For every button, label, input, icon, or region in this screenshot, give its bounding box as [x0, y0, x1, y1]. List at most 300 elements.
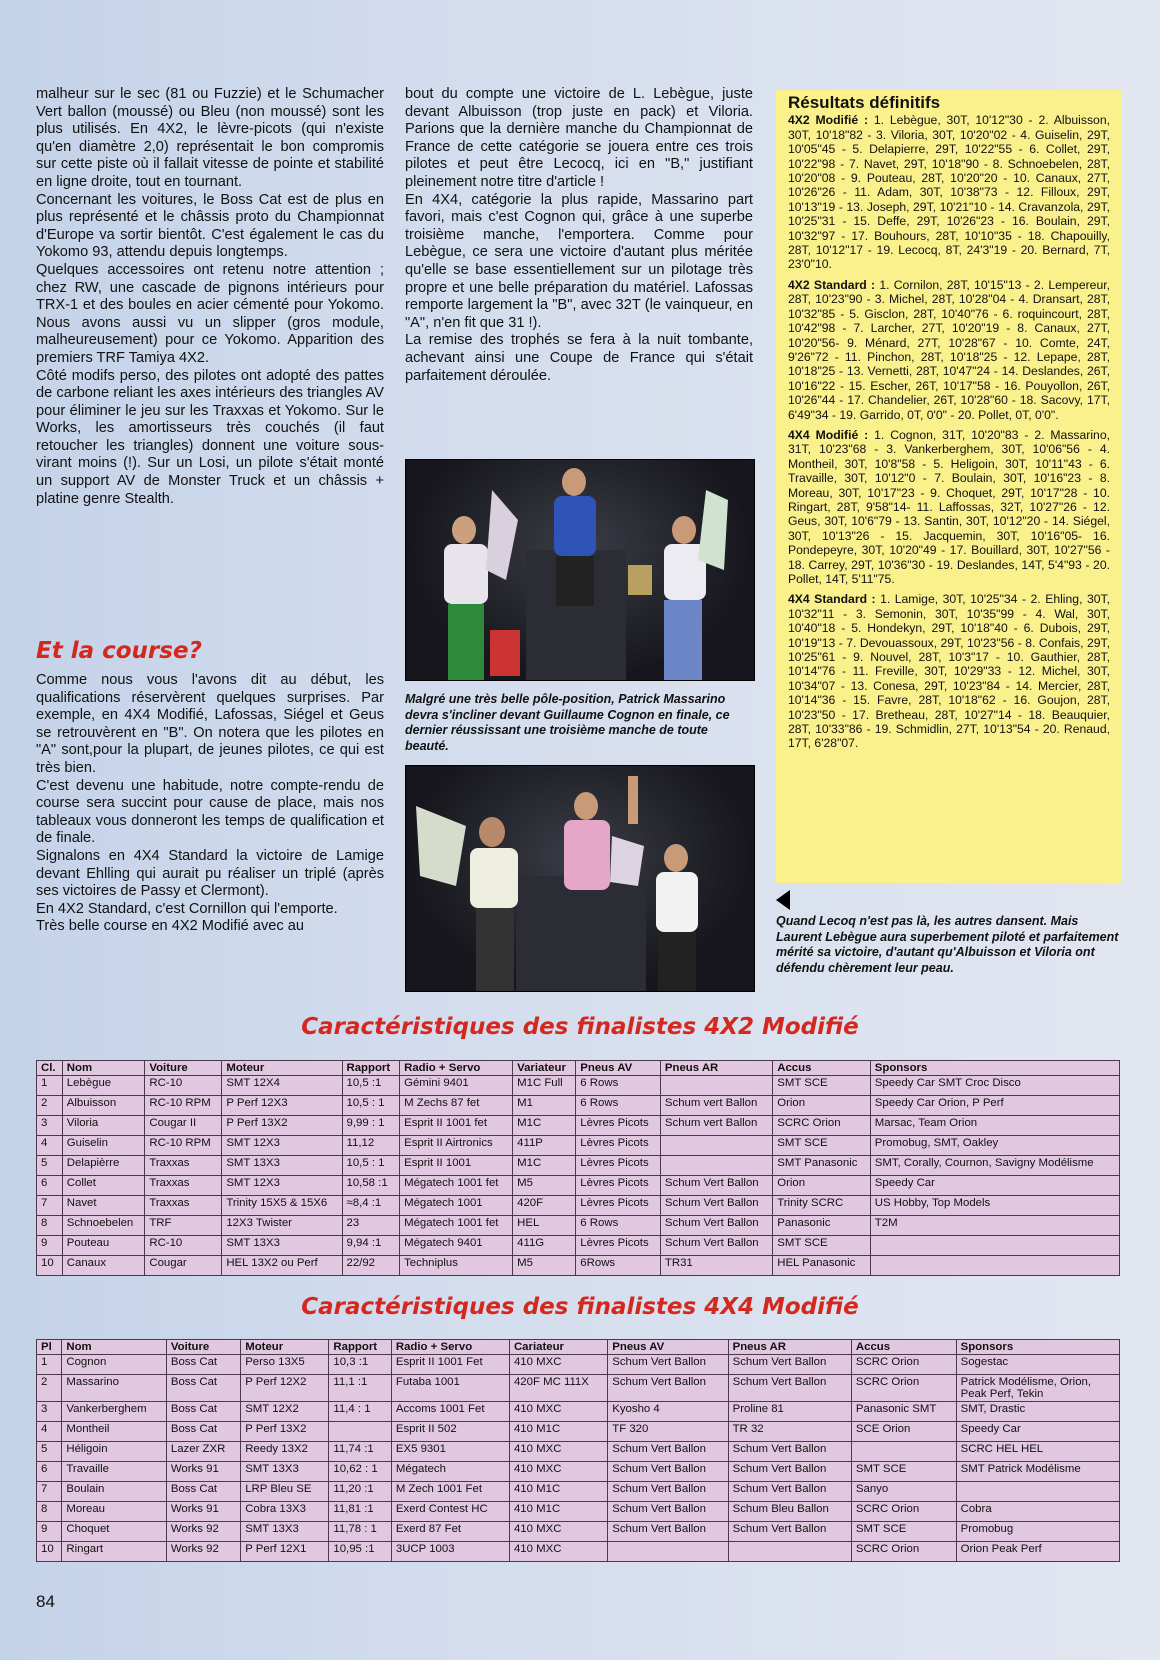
table-cell: 5 — [37, 1156, 63, 1176]
table-cell: Schum Vert Ballon — [728, 1522, 851, 1542]
paragraph: La remise des trophés se fera à la nuit tombante, achevant ainsi une Coupe de France qui s'était parfaitement déroulée. — [405, 332, 753, 384]
table-cell: Massarino — [62, 1375, 167, 1402]
table-cell: Boss Cat — [166, 1375, 240, 1402]
table-cell: 7 — [37, 1482, 62, 1502]
table-cell: SMT SCE — [851, 1522, 956, 1542]
table-cell: Mégatech 9401 — [400, 1236, 513, 1256]
table-cell: Mégatech — [391, 1462, 509, 1482]
table-cell: HEL — [513, 1216, 576, 1236]
table-cell: Cobra 13X3 — [241, 1502, 329, 1522]
table-cell: 6Rows — [576, 1256, 661, 1276]
table-row — [37, 1402, 1120, 1422]
table-cell: SMT 13X3 — [222, 1156, 342, 1176]
table-cell: Schnoebelen — [62, 1216, 145, 1236]
table-cell: Kyosho 4 — [608, 1402, 728, 1422]
results-section — [788, 278, 1110, 422]
table-cell: T2M — [870, 1216, 1119, 1236]
table-cell: Navet — [62, 1196, 145, 1216]
table-cell: 11,1 :1 — [329, 1375, 391, 1402]
table-cell: Traxxas — [145, 1176, 222, 1196]
table-cell — [728, 1542, 851, 1562]
column-header: Accus — [773, 1061, 871, 1076]
table-cell: SMT 13X3 — [241, 1522, 329, 1542]
table-cell: Promobug — [956, 1522, 1119, 1542]
table-cell: Lèvres Picots — [576, 1156, 661, 1176]
table-cell: SMT, Drastic — [956, 1402, 1119, 1422]
table-row — [37, 1096, 1120, 1116]
table-cell: 5 — [37, 1442, 62, 1462]
table-cell: SMT SCE — [851, 1462, 956, 1482]
column-header: Sponsors — [956, 1340, 1119, 1355]
table-cell: Cobra — [956, 1502, 1119, 1522]
table-cell: SCRC Orion — [851, 1542, 956, 1562]
results-category: 4X4 Modifié : — [788, 427, 869, 442]
table-cell: Proline 81 — [728, 1402, 851, 1422]
paragraph: Côté modifs perso, des pilotes ont adopté des pattes de carbone reliant les axes intérieurs des triangles AV pour éliminer le jeu sur les Traxxas et Yokomo. Sur le Works, les amortisseurs très couchés (il faut retoucher les triangles) donnent une voiture sous-virant moins (!). Sur un Losi, un pilote s'était monté un support AV de Monster Truck et un châssis + platine genre Stealth. — [36, 367, 384, 507]
table-cell: Panasonic — [773, 1216, 871, 1236]
table-cell: Cougar II — [145, 1116, 222, 1136]
table-cell: 10,95 :1 — [329, 1542, 391, 1562]
table-cell: 11,20 :1 — [329, 1482, 391, 1502]
table-cell: Albuisson — [62, 1096, 145, 1116]
table-cell: SMT Patrick Modélisme — [956, 1462, 1119, 1482]
table-cell: Schum Vert Ballon — [660, 1236, 772, 1256]
table-cell: P Perf 13X2 — [241, 1422, 329, 1442]
column-header: Pneus AR — [728, 1340, 851, 1355]
table-cell: Schum Vert Ballon — [608, 1502, 728, 1522]
table-cell: Lèvres Picots — [576, 1176, 661, 1196]
results-section — [788, 113, 1110, 271]
table-cell: Gémini 9401 — [400, 1076, 513, 1096]
table-cell: Esprit II 1001 Fet — [391, 1355, 509, 1375]
table-row — [37, 1522, 1120, 1542]
table-cell: Boss Cat — [166, 1422, 240, 1442]
table-cell: 2 — [37, 1375, 62, 1402]
paragraph: C'est devenu une habitude, notre compte-rendu de course sera succint pour cause de place, mais nos tableaux vous donneront les temps de qualification et de finale. — [36, 777, 384, 847]
table-cell: M5 — [513, 1176, 576, 1196]
table-cell: Moreau — [62, 1502, 167, 1522]
table-cell: 410 MXC — [509, 1402, 607, 1422]
table-cell: 10 — [37, 1542, 62, 1562]
table-cell: Héligoin — [62, 1442, 167, 1462]
column-header: Accus — [851, 1340, 956, 1355]
table-cell: 11,4 : 1 — [329, 1402, 391, 1422]
column-header: Cl. — [37, 1061, 63, 1076]
table-cell — [329, 1422, 391, 1442]
results-category: 4X2 Modifié : — [788, 113, 869, 128]
table-cell: Speedy Car Orion, P Perf — [870, 1096, 1119, 1116]
table-cell: Exerd 87 Fet — [391, 1522, 509, 1542]
table-cell: 11,78 : 1 — [329, 1522, 391, 1542]
table-cell: HEL 13X2 ou Perf — [222, 1256, 342, 1276]
table-row — [37, 1422, 1120, 1442]
table-cell: 410 M1C — [509, 1502, 607, 1522]
table-cell: Promobug, SMT, Oakley — [870, 1136, 1119, 1156]
table-cell — [870, 1256, 1119, 1276]
results-list — [788, 113, 1110, 750]
table-cell: Schum Vert Ballon — [660, 1196, 772, 1216]
table-cell: Lèvres Picots — [576, 1136, 661, 1156]
table-cell: HEL Panasonic — [773, 1256, 871, 1276]
table-cell: Esprit II 502 — [391, 1422, 509, 1442]
table-cell: Sogestac — [956, 1355, 1119, 1375]
table-cell: SMT 12X3 — [222, 1176, 342, 1196]
paragraph: Très belle course en 4X2 Modifié avec au — [36, 918, 304, 935]
column-header: Rapport — [329, 1340, 391, 1355]
column-header: Radio + Servo — [391, 1340, 509, 1355]
column-header: Voiture — [145, 1061, 222, 1076]
table-cell: Techniplus — [400, 1256, 513, 1276]
paragraph: Signalons en 4X4 Standard la victoire de Lamige devant Ehlling qui aurait pu réaliser un triplé (après ses victoires de Passy et Clermont). — [36, 847, 384, 900]
table-cell: RC-10 — [145, 1236, 222, 1256]
table-cell: 8 — [37, 1216, 63, 1236]
table-cell: Esprit II 1001 — [400, 1156, 513, 1176]
table-row — [37, 1196, 1120, 1216]
paragraph: malheur sur le sec (81 ou Fuzzie) et le Schumacher Vert ballon (moussé) ou Bleu (non moussé) sont les plus utilisés. En 4X2, le lèvre-picots (qui n'existe qu'en diamètre 2,0) représentait le bon compromis sur cette piste où il fallait vitesse de pointe et stabilité en ligne droite, tout en tournant. — [36, 86, 384, 190]
table-cell: Schum Vert Ballon — [728, 1462, 851, 1482]
table-cell: 410 MXC — [509, 1542, 607, 1562]
table-cell: Sanyo — [851, 1482, 956, 1502]
table-cell: Perso 13X5 — [241, 1355, 329, 1375]
table-cell: P Perf 12X2 — [241, 1375, 329, 1402]
table-row — [37, 1136, 1120, 1156]
table-cell: M1 — [513, 1096, 576, 1116]
podium-photo-4x2 — [405, 765, 755, 992]
results-text: 1. Lamige, 30T, 10'25"34 - 2. Ehling, 30T, 10'32"11 - 3. Semonin, 30T, 10'35"99 - 4. Wal, 30T, 10'40"18 - 5. Hondekyn, 29T, 10'18"40 - 6. Dubois, 29T, 10'19"13 - 7. Devouassoux, 29T, 10'23"56 - 8. Confais, 29T, 10'25"61 - 9. Nouvel, 28T, 10'3"17 - 10. Gauthier, 28T, 10'14"76 - 11. Freville, 30T, 10'29"33 - 12. Michel, 30T, 10'34"07 - 13. Conesa, 29T, 10'23"84 - 14. Mercier, 28T, 10'14"36 - 15. Favre, 28T, 10'18"62 - 16. Goujon, 28T, 10'23"50 - 17. Bretheau, 28T, 10'27"14 - 18. Beauquier, 28T, 10'33"86 - 19. Schmidlin, 27T, 10'13"54 - 20. Renaud, 17T, 6'28"07. — [788, 592, 1110, 751]
table-row — [37, 1076, 1120, 1096]
table-cell: Panasonic SMT — [851, 1402, 956, 1422]
article-column-1 — [36, 86, 384, 508]
table-cell: Traxxas — [145, 1196, 222, 1216]
table-cell: M Zech 1001 Fet — [391, 1482, 509, 1502]
results-title: Résultats définitifs — [788, 93, 941, 112]
table-cell: Cougar — [145, 1256, 222, 1276]
paragraph: Comme nous vous l'avons dit au début, les qualifications réservèrent quelques surprises. Par exemple, en 4X4 Modifié, Lafossas, Siégel et Geus se retrouvèrent en "B". On notera que les pilotes en "A" sont,pour la plupart, de jeunes pilotes, ce qui est très bien. — [36, 672, 384, 776]
table-cell: 4 — [37, 1422, 62, 1442]
table-cell: 3 — [37, 1402, 62, 1422]
column-header: Pneus AR — [660, 1061, 772, 1076]
table-cell: EX5 9301 — [391, 1442, 509, 1462]
article-column-1-course — [36, 672, 384, 936]
table-cell: 4 — [37, 1136, 63, 1156]
table-cell: Lèvres Picots — [576, 1236, 661, 1256]
results-text: 1. Cornilon, 28T, 10'15"13 - 2. Lempereur, 28T, 10'23"90 - 3. Michel, 28T, 10'28"04 - 4. Dransart, 28T, 10'32"85 - 5. Gisclon, 28T, 10'40"76 - 6. roquincourt, 28T, 10'42"98 - 7. Larcher, 27T, 10'20"19 - 8. Canaux, 27T, 10'20"56- 9. Ménard, 27T, 10'28"67 - 10. Comte, 24T, 9'26"72 - 11. Pinchon, 28T, 10'18"25 - 12. Lepape, 28T, 10'18"25 - 13. Vernetti, 28T, 10'47"24 - 14. Deslandes, 26T, 10'16"22 - 15. Escher, 26T, 10'17"58 - 16. Pouyollon, 26T, 10'26"44 - 17. Chandelier, 26T, 10'28"60 - 18. Sacovy, 17T, 6'49"34 - 19. Garrido, 0T, 0'0" - 20. Pollet, 0T, 0'0". — [788, 277, 1111, 422]
table-cell: 10 — [37, 1256, 63, 1276]
table-cell: 420F — [513, 1196, 576, 1216]
table-cell: 10,62 : 1 — [329, 1462, 391, 1482]
table-cell: M5 — [513, 1256, 576, 1276]
column-header: Nom — [62, 1340, 167, 1355]
table-cell: 411G — [513, 1236, 576, 1256]
table-cell: Schum Vert Ballon — [728, 1355, 851, 1375]
results-category: 4X2 Standard : — [788, 277, 876, 292]
table-cell: Works 92 — [166, 1522, 240, 1542]
table-cell: Speedy Car — [870, 1176, 1119, 1196]
table-cell: TF 320 — [608, 1422, 728, 1442]
table-cell: 10,5 : 1 — [342, 1096, 400, 1116]
table-cell: 1 — [37, 1076, 63, 1096]
results-text: 1. Cognon, 31T, 10'20"83 - 2. Massarino, 31T, 10'23"68 - 3. Vankerberghem, 30T, 10'06"56 - 4. Montheil, 30T, 10'8"58 - 5. Heligoin, 30T, 10'11"43 - 6. Travaille, 30T, 10'12"0 - 7. Boulain, 30T, 10'16"23 - 8. Moreau, 30T, 10'17"23 - 9. Choquet, 29T, 10'17"28 - 10. Ringart, 28T, 9'58"14- 11. Laffossas, 32T, 10'27"26 - 12. Geus, 30T, 10'6"79 - 13. Santin, 30T, 10'12"20 - 14. Siégel, 30T, 10'13"26 - 15. Jacquemin, 30T, 10'16"05- 16. Pondepeyre, 30T, 10'20"49 - 17. Bouillard, 30T, 10'27"56 - 18. Carrey, 29T, 10'36"30 - 19. Deslandes, 14T, 5'4"93 - 20. Pollet, 14T, 5'11"75. — [788, 427, 1110, 586]
table-cell: 9 — [37, 1522, 62, 1542]
table-cell: 420F MC 111X — [509, 1375, 607, 1402]
table-cell: 11,81 :1 — [329, 1502, 391, 1522]
table-cell: 6 Rows — [576, 1096, 661, 1116]
column-header: Moteur — [241, 1340, 329, 1355]
table-cell: Schum Bleu Ballon — [728, 1502, 851, 1522]
table-cell: Travaille — [62, 1462, 167, 1482]
table-cell: Viloria — [62, 1116, 145, 1136]
table-cell: SMT 13X3 — [222, 1236, 342, 1256]
table-cell: 9,99 : 1 — [342, 1116, 400, 1136]
table-cell: Works 91 — [166, 1462, 240, 1482]
table-cell: Esprit II 1001 fet — [400, 1116, 513, 1136]
table-cell: Lèvres Picots — [576, 1116, 661, 1136]
table-cell: Schum Vert Ballon — [608, 1442, 728, 1462]
table-cell: Cognon — [62, 1355, 167, 1375]
page-number: 84 — [36, 1592, 55, 1611]
table-cell: Traxxas — [145, 1156, 222, 1176]
table-cell — [660, 1156, 772, 1176]
table-cell — [608, 1542, 728, 1562]
table-row — [37, 1216, 1120, 1236]
results-section — [788, 428, 1110, 586]
table-cell: P Perf 13X2 — [222, 1116, 342, 1136]
table-cell: 6 — [37, 1462, 62, 1482]
table-cell: US Hobby, Top Models — [870, 1196, 1119, 1216]
table-cell: Reedy 13X2 — [241, 1442, 329, 1462]
table-cell: 12X3 Twister — [222, 1216, 342, 1236]
table-cell: Ringart — [62, 1542, 167, 1562]
table-cell: Schum Vert Ballon — [608, 1482, 728, 1502]
table-row — [37, 1375, 1120, 1402]
table-cell: 10,5 : 1 — [342, 1156, 400, 1176]
table-cell: 9 — [37, 1236, 63, 1256]
table-cell: Schum Vert Ballon — [728, 1375, 851, 1402]
photo-caption-2: Quand Lecoq n'est pas là, les autres dansent. Mais Laurent Lebègue aura superbement piloté et parfaitement mérité sa victoire, d'autant qu'Albuisson et Viloria ont défendu chèrement leur peau. — [776, 914, 1119, 975]
table-cell: RC-10 RPM — [145, 1136, 222, 1156]
table-cell: Works 92 — [166, 1542, 240, 1562]
table-cell: Schum Vert Ballon — [728, 1442, 851, 1462]
table-cell: 410 MXC — [509, 1355, 607, 1375]
table-cell: Lazer ZXR — [166, 1442, 240, 1462]
table-cell: TR31 — [660, 1256, 772, 1276]
table-cell: M1C — [513, 1156, 576, 1176]
table-cell: 11,74 :1 — [329, 1442, 391, 1462]
table-cell: SCE Orion — [851, 1422, 956, 1442]
results-category: 4X4 Standard : — [788, 592, 876, 607]
table-cell: Trinity SCRC — [773, 1196, 871, 1216]
table-cell: Speedy Car — [956, 1422, 1119, 1442]
table-cell: Exerd Contest HC — [391, 1502, 509, 1522]
table-row — [37, 1502, 1120, 1522]
table-cell: Schum Vert Ballon — [608, 1462, 728, 1482]
column-header: Pneus AV — [608, 1340, 728, 1355]
results-text: 1. Lebègue, 30T, 10'12"30 - 2. Albuisson, 30T, 10'18"82 - 3. Viloria, 30T, 10'20"02 - 4. Guiselin, 29T, 10'05"45 - 5. Delapierre, 29T, 10'22"55 - 6. Collet, 29T, 10'22"98 - 7. Navet, 29T, 10'18"90 - 8. Schnoebelen, 28T, 10'20"08 - 9. Pouteau, 28T, 10'20"20 - 10. Canaux, 27T, 10'26"26 - 11. Adam, 30T, 10'38"73 - 12. Filloux, 29T, 10'13"19 - 13. Joseph, 29T, 10'21"10 - 14. Cravanzola, 29T, 10'25"31 - 15. Deffe, 29T, 10'26"23 - 16. Boulain, 29T, 10'32"97 - 17. Bouhours, 28T, 10'10"35 - 18. Chapouilly, 28T, 10'12"17 - 19. Lecocq, 8T, 24'3"19 - 20. Bernard, 7T, 23'0"10. — [788, 113, 1110, 272]
table-cell: Montheil — [62, 1422, 167, 1442]
table-cell: SMT 12X4 — [222, 1076, 342, 1096]
table-cell: 410 MXC — [509, 1522, 607, 1542]
table-cell: 22/92 — [342, 1256, 400, 1276]
table-row — [37, 1482, 1120, 1502]
column-header: Moteur — [222, 1061, 342, 1076]
caret-left-icon — [776, 890, 790, 910]
table-cell: Orion — [773, 1176, 871, 1196]
table-cell: SCRC Orion — [773, 1116, 871, 1136]
column-header: Cariateur — [509, 1340, 607, 1355]
table-row — [37, 1256, 1120, 1276]
table-cell: M1C Full — [513, 1076, 576, 1096]
table-cell: M Zechs 87 fet — [400, 1096, 513, 1116]
table-cell: 8 — [37, 1502, 62, 1522]
table-cell — [660, 1136, 772, 1156]
table-cell: 410 M1C — [509, 1422, 607, 1442]
column-header: Pneus AV — [576, 1061, 661, 1076]
table-cell: Boss Cat — [166, 1402, 240, 1422]
table-cell: Schum Vert Ballon — [728, 1482, 851, 1502]
table-cell: SCRC Orion — [851, 1502, 956, 1522]
table-cell: Delapièrre — [62, 1156, 145, 1176]
article-column-2 — [405, 86, 753, 385]
table1-title: Caractéristiques des finalistes 4X2 Modifié — [301, 1014, 859, 1040]
table-cell: 10,5 :1 — [342, 1076, 400, 1096]
table-cell — [956, 1482, 1119, 1502]
table-4x4-modifie — [36, 1339, 1120, 1562]
table-cell: Boulain — [62, 1482, 167, 1502]
table-cell: SMT, Corally, Cournon, Savigny Modélisme — [870, 1156, 1119, 1176]
table-cell: SMT SCE — [773, 1236, 871, 1256]
table-cell: Patrick Modélisme, Orion, Peak Perf, Tekin — [956, 1375, 1119, 1402]
table-cell: Esprit II Airtronics — [400, 1136, 513, 1156]
table-cell: Marsac, Team Orion — [870, 1116, 1119, 1136]
table-cell: SMT 12X3 — [222, 1136, 342, 1156]
column-header: Sponsors — [870, 1061, 1119, 1076]
table-cell: Mégatech 1001 fet — [400, 1216, 513, 1236]
table-cell: Trinity 15X5 & 15X6 — [222, 1196, 342, 1216]
column-header: Nom — [62, 1061, 145, 1076]
table-cell: Collet — [62, 1176, 145, 1196]
table-cell: Choquet — [62, 1522, 167, 1542]
results-section — [788, 592, 1110, 750]
table-row — [37, 1355, 1120, 1375]
table-cell: 10,58 :1 — [342, 1176, 400, 1196]
table-cell: SMT SCE — [773, 1076, 871, 1096]
table-cell: 7 — [37, 1196, 63, 1216]
table-cell: Orion — [773, 1096, 871, 1116]
table-cell: Lèvres Picots — [576, 1196, 661, 1216]
paragraph: bout du compte une victoire de L. Lebègue, juste devant Albuisson (trop juste en pack) et Viloria. Parions que la dernière manche du Championnat de France de cette catégorie se jouera entre ces trois pilotes et peut être Lecocq, ici en "B," justifiant pleinement notre titre d'article ! — [405, 86, 753, 190]
table-cell: RC-10 — [145, 1076, 222, 1096]
table-cell: Lebègue — [62, 1076, 145, 1096]
table-cell: 9,94 :1 — [342, 1236, 400, 1256]
table-row — [37, 1176, 1120, 1196]
table-cell: TR 32 — [728, 1422, 851, 1442]
table-cell: Schum Vert Ballon — [608, 1375, 728, 1402]
photo-caption-1: Malgré une très belle pôle-position, Patrick Massarino devra s'incliner devant Guillaume Cognon en finale, ce dernier réussissant une troisième manche de toute beauté. — [405, 692, 730, 753]
table-cell: Schum Vert Ballon — [660, 1216, 772, 1236]
table-cell: Accoms 1001 Fet — [391, 1402, 509, 1422]
table-cell: P Perf 12X1 — [241, 1542, 329, 1562]
table-cell: Schum vert Ballon — [660, 1116, 772, 1136]
table-cell: Pouteau — [62, 1236, 145, 1256]
table-cell: Schum Vert Ballon — [608, 1522, 728, 1542]
table-row — [37, 1116, 1120, 1136]
table-cell: 410 MXC — [509, 1442, 607, 1462]
table-cell: TRF — [145, 1216, 222, 1236]
table-4x2-modifie — [36, 1060, 1120, 1276]
table-cell: Schum Vert Ballon — [660, 1176, 772, 1196]
paragraph: En 4X4, catégorie la plus rapide, Massarino part favori, mais c'est Cognon qui, grâce à une superbe troisième manche, l'emportera. Comme pour Lebègue, ce sera une victoire d'autant plus méritée qu'elle se base essentiellement sur un pilotage très propre et une belle préparation du matériel. Lafossas remporte largement la "B", avec 32T (le vainqueur, en "A", n'en fit que 31 !). — [405, 191, 753, 331]
table-cell: Canaux — [62, 1256, 145, 1276]
table-cell: SCRC Orion — [851, 1375, 956, 1402]
results-box — [776, 90, 1122, 883]
column-header: Variateur — [513, 1061, 576, 1076]
table-cell: Works 91 — [166, 1502, 240, 1522]
table-cell: 6 — [37, 1176, 63, 1196]
table-cell: Schum vert Ballon — [660, 1096, 772, 1116]
table-cell: 11,12 — [342, 1136, 400, 1156]
table-cell: 6 Rows — [576, 1076, 661, 1096]
table-cell: 410 MXC — [509, 1462, 607, 1482]
table-cell: 10,3 :1 — [329, 1355, 391, 1375]
column-header: Pl — [37, 1340, 62, 1355]
table-cell: SMT Panasonic — [773, 1156, 871, 1176]
table-cell: ≈8,4 :1 — [342, 1196, 400, 1216]
table-cell: Mégatech 1001 — [400, 1196, 513, 1216]
table-cell: Boss Cat — [166, 1482, 240, 1502]
table-cell: M1C — [513, 1116, 576, 1136]
paragraph: Concernant les voitures, le Boss Cat est de plus en plus représenté et le châssis proto du Championnat d'Europe va sortir bientôt. C'est également le cas du Yokomo 93, attendu depuis longtemps. — [36, 191, 384, 261]
table-cell: SMT SCE — [773, 1136, 871, 1156]
table-cell: SCRC Orion — [851, 1355, 956, 1375]
table-cell: 410 M1C — [509, 1482, 607, 1502]
table-cell: 1 — [37, 1355, 62, 1375]
table-cell — [660, 1076, 772, 1096]
paragraph: En 4X2 Standard, c'est Cornillon qui l'emporte. — [36, 900, 338, 917]
table-cell: 411P — [513, 1136, 576, 1156]
table-cell: Boss Cat — [166, 1355, 240, 1375]
table-row — [37, 1462, 1120, 1482]
table-cell — [870, 1236, 1119, 1256]
table-cell: Guiselin — [62, 1136, 145, 1156]
table-cell: SMT 13X3 — [241, 1462, 329, 1482]
table-cell: 6 Rows — [576, 1216, 661, 1236]
table-cell: Vankerberghem — [62, 1402, 167, 1422]
table-cell: Orion Peak Perf — [956, 1542, 1119, 1562]
paragraph: Quelques accessoires ont retenu notre attention ; chez RW, une cascade de pignons intérieurs pour TRX-1 et des boules en acier cémenté pour Yokomo. Nous avons aussi vu un slipper (gros module, malheureusement) pour ce Yokomo. Apparition des premiers TRF Tamiya 4X2. — [36, 261, 384, 366]
table-row — [37, 1542, 1120, 1562]
table-row — [37, 1156, 1120, 1176]
table-cell: LRP Bleu SE — [241, 1482, 329, 1502]
table-cell: Futaba 1001 — [391, 1375, 509, 1402]
table-cell: 2 — [37, 1096, 63, 1116]
column-header: Voiture — [166, 1340, 240, 1355]
podium-photo-4x4 — [405, 459, 755, 681]
table-cell: 3 — [37, 1116, 63, 1136]
column-header: Radio + Servo — [400, 1061, 513, 1076]
table-cell: RC-10 RPM — [145, 1096, 222, 1116]
column-header: Rapport — [342, 1061, 400, 1076]
table-cell: Mégatech 1001 fet — [400, 1176, 513, 1196]
table2-title: Caractéristiques des finalistes 4X4 Modifié — [301, 1294, 859, 1320]
table-row — [37, 1236, 1120, 1256]
table-cell — [851, 1442, 956, 1462]
table-cell: P Perf 12X3 — [222, 1096, 342, 1116]
table-cell: SMT 12X2 — [241, 1402, 329, 1422]
table-row — [37, 1442, 1120, 1462]
table-cell: 23 — [342, 1216, 400, 1236]
table-cell: Speedy Car SMT Croc Disco — [870, 1076, 1119, 1096]
table-cell: Schum Vert Ballon — [608, 1355, 728, 1375]
